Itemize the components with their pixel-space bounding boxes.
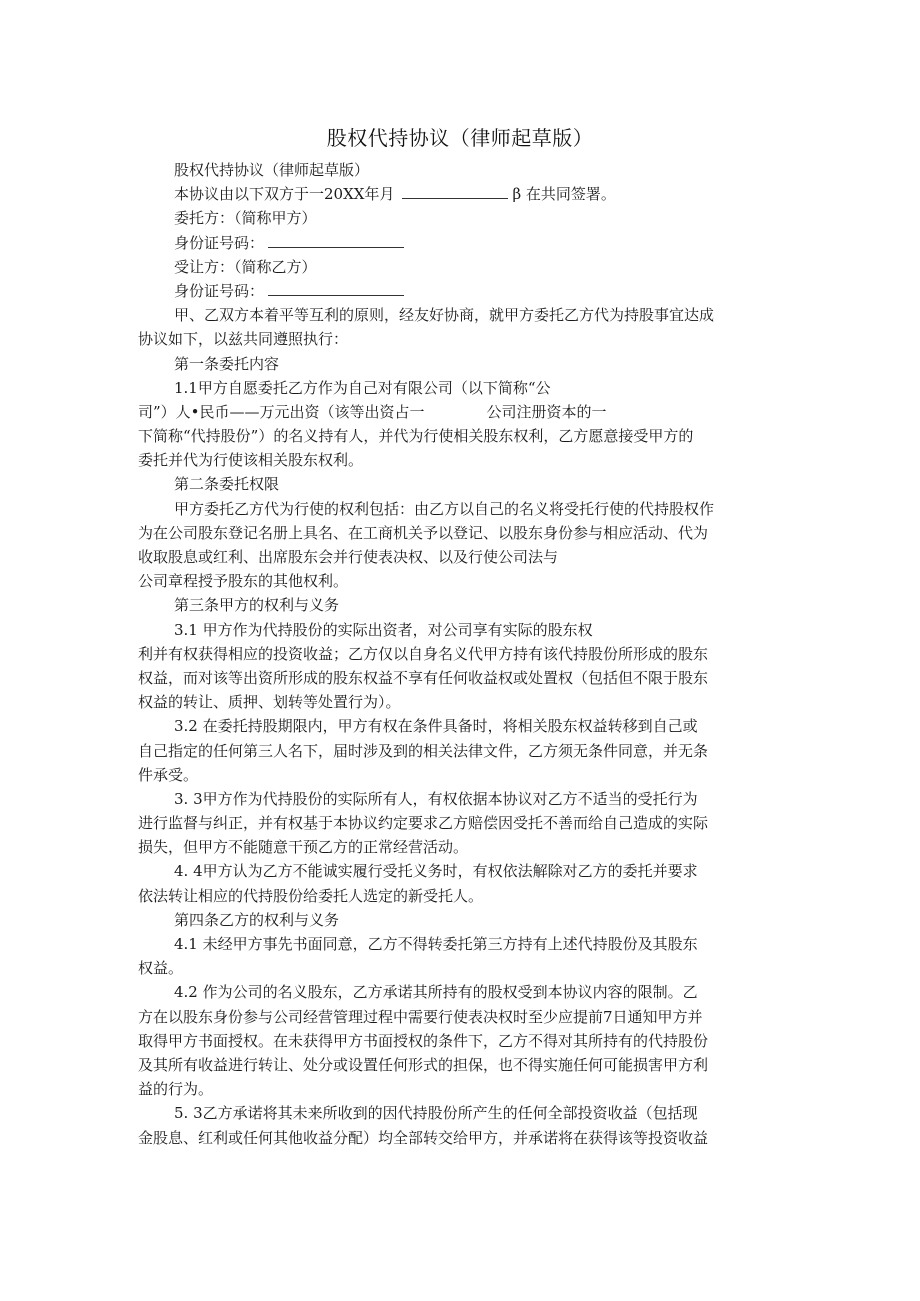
doc-line: 进行监督与纠正，并有权基于本协议约定要求乙方赔偿因受托不善而给自己造成的实际: [138, 814, 709, 833]
date-blank: [402, 184, 508, 199]
doc-line: 方在以股东身份参与公司经营管理过程中需要行使表决权时至少应提前7日通知甲方并: [138, 1007, 703, 1026]
section-heading: 第三条甲方的权利与义务: [174, 596, 340, 615]
doc-line: 4.2 作为公司的名义股东，乙方承诺其所持有的股权受到本协议内容的限制。乙: [174, 983, 698, 1002]
doc-line: 公司章程授予股东的其他权利。: [138, 572, 349, 591]
id-blank: [268, 233, 404, 248]
doc-line: 权益，而对该等出资所形成的股东权益不享有任何收益权或处置权（包括但不限于股东: [138, 668, 709, 687]
doc-line: 受让方：（简称乙方）: [174, 257, 317, 276]
section-heading: 第一条委托内容: [174, 354, 280, 373]
doc-line: 协议如下，以兹共同遵照执行：: [138, 330, 349, 349]
doc-line: 4.1 未经甲方事先书面同意，乙方不得转委托第三方持有上述代持股份及其股东: [174, 935, 698, 953]
doc-line: 甲、乙双方本着平等互利的原则，经友好协商，就甲方委托乙方代为持股事宜达成: [174, 306, 715, 325]
section-heading: 第二条委托权限: [174, 475, 280, 494]
doc-line: 权益。: [138, 959, 184, 978]
doc-line: 自己指定的任何第三人名下，届时涉及到的相关法律文件，乙方须无条件同意，并无条: [138, 741, 709, 760]
doc-line: 5. 3乙方承诺将其未来所收到的因代持股份所产生的任何全部投资收益（包括现: [174, 1104, 698, 1123]
doc-line: 股权代持协议（律师起草版）: [174, 161, 370, 179]
party-b-id-line: [138, 279, 793, 303]
doc-line: 委托并代为行使该相关股东权利。: [138, 451, 364, 470]
doc-line: 委托方：（简称甲方）: [174, 209, 317, 228]
doc-text: 公司注册资本的一: [486, 402, 607, 421]
doc-line: 益的行为。: [138, 1080, 214, 1099]
doc-line: 权益的转让、质押、划转等处置行为）。: [138, 693, 401, 712]
section-heading: 第四条乙方的权利与义务: [174, 910, 340, 929]
id-blank: [268, 281, 404, 296]
party-a-id-line: [138, 231, 793, 255]
doc-line: 金股息、红利或任何其他收益分配）均全部转交给甲方，并承诺将在获得该等投资收益: [138, 1128, 709, 1147]
doc-line: 4. 4甲方认为乙方不能诚实履行受托义务时，有权依法解除对乙方的委托并要求: [174, 862, 698, 881]
doc-line: 件承受。: [138, 765, 199, 784]
doc-text: β 在共同签署。: [512, 185, 616, 204]
doc-line: 及其所有收益进行转让、处分或设置任何形式的担保，也不得实施任何可能损害甲方利: [138, 1055, 709, 1074]
doc-line: 利并有权获得相应的投资收益；乙方仅以自身名义代甲方持有该代持股份所形成的股东: [138, 644, 709, 663]
doc-line: 损失，但甲方不能随意干预乙方的正常经营活动。: [138, 838, 469, 857]
doc-text: 身份证号码：: [174, 281, 265, 300]
doc-line: 收取股息或红利、出席股东会并行使表决权、以及行使公司法与: [138, 548, 559, 566]
document-body: [138, 158, 793, 1150]
doc-text: 司”）人•民币——万元出资（该等出资占一: [138, 402, 425, 421]
doc-line: 3. 3甲方作为代持股份的实际所有人，有权依据本协议对乙方不适当的受托行为: [174, 789, 698, 808]
doc-line: 3.1 甲方作为代持股份的实际出资者，对公司享有实际的股东权: [174, 620, 593, 639]
doc-text: 身份证号码：: [174, 233, 265, 252]
document-title: 股权代持协议（律师起草版）: [326, 126, 594, 150]
doc-line: 3.2 在委托持股期限内，甲方有权在条件具备时，将相关股东权益转移到自己或: [174, 717, 698, 736]
doc-line: 取得甲方书面授权。在未获得甲方书面授权的条件下，乙方不得对其所持有的代持股份: [138, 1031, 709, 1050]
doc-line: [138, 400, 793, 424]
doc-line: 甲方委托乙方代为行使的权利包括：由乙方以自己的名义将受托行使的代持股权作: [174, 499, 715, 518]
doc-line: 依法转让相应的代持股份给委托人选定的新受托人。: [138, 886, 484, 905]
doc-line: 1.1甲方自愿委托乙方作为自己对有限公司（以下简称“公: [174, 378, 551, 397]
doc-line: 为在公司股东登记名册上具名、在工商机关予以登记、以股东身份参与相应活动、代为: [138, 523, 709, 542]
doc-text: 本协议由以下双方于一20XX年月: [174, 185, 395, 204]
signing-date-line: [138, 182, 793, 206]
doc-line: 下简称“代持股份”）的名义持有人，并代为行使相关股东权利，乙方愿意接受甲方的: [138, 427, 694, 446]
